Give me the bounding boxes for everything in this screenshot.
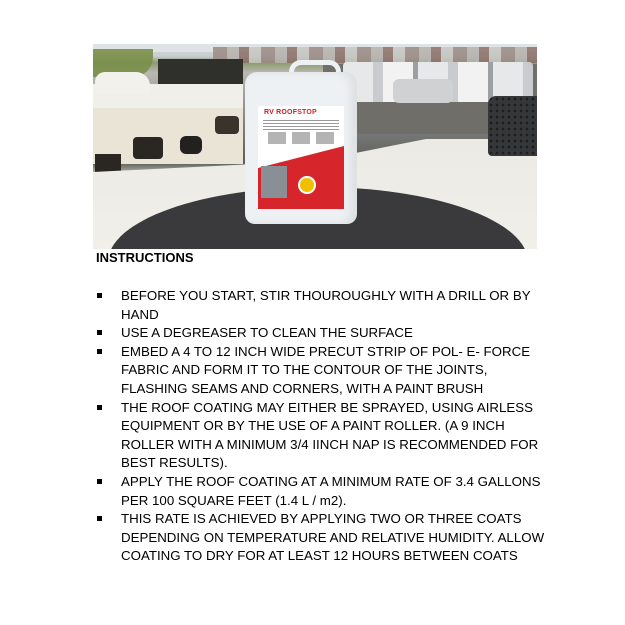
ac-unit [95, 72, 150, 94]
instruction-step [96, 473, 546, 510]
rv-window [215, 116, 239, 134]
square-bullet-icon [97, 479, 102, 484]
instruction-text: THE ROOF COATING MAY EITHER BE SPRAYED, USING AIRLESS EQUIPMENT OR BY THE USE OF A PAINT ROLLER. (A 9 INCH ROLLER WITH A MINIMUM 3/4 IINCH NAP IS RECOMMENDED FOR BEST RESULTS). [121, 399, 539, 471]
roof-vent-cover [488, 96, 537, 156]
brand-logo: RV ROOFSTOP [264, 109, 317, 116]
rv-window [133, 137, 163, 159]
rv-window [180, 136, 202, 154]
square-bullet-icon [97, 293, 102, 298]
product-photo [93, 44, 537, 249]
instruction-text: THIS RATE IS ACHIEVED BY APPLYING TWO OR THREE COATS DEPENDING ON TEMPERATURE AND RELATIVE HUMIDITY. ALLOW COATING TO DRY FOR AT LEAST 12 HOURS BETWEEN COATS [121, 511, 545, 564]
label-rv-icons [268, 132, 334, 144]
label-warranty-badge [298, 176, 316, 194]
product-label [258, 106, 344, 209]
instruction-step [96, 510, 546, 566]
instructions-list [96, 287, 546, 566]
parked-van [393, 79, 453, 103]
square-bullet-icon [97, 516, 102, 521]
instruction-text: EMBED A 4 TO 12 INCH WIDE PRECUT STRIP OF POL- E- FORCE FABRIC AND FORM IT TO THE CONTOUR OF THE JOINTS, FLASHING SEAMS AND CORNERS, WITH A PAINT BRUSH [121, 343, 531, 396]
instruction-text: USE A DEGREASER TO CLEAN THE SURFACE [121, 325, 413, 341]
instruction-step [96, 399, 546, 473]
instruction-text: APPLY THE ROOF COATING AT A MINIMUM RATE OF 3.4 GALLONS PER 100 SQUARE FEET (1.4 L / m2). [121, 473, 541, 508]
square-bullet-icon [97, 330, 102, 335]
square-bullet-icon [97, 349, 102, 354]
instruction-step [96, 324, 546, 343]
instruction-step [96, 343, 546, 399]
square-bullet-icon [97, 405, 102, 410]
label-roof-photo [261, 166, 287, 198]
label-fine-print [263, 120, 339, 130]
instruction-text: BEFORE YOU START, STIR THOUROUGHLY WITH A DRILL OR BY HAND [121, 288, 531, 322]
background-houses [213, 47, 537, 63]
instructions-heading: INSTRUCTIONS [96, 250, 194, 265]
instruction-step [96, 287, 546, 324]
